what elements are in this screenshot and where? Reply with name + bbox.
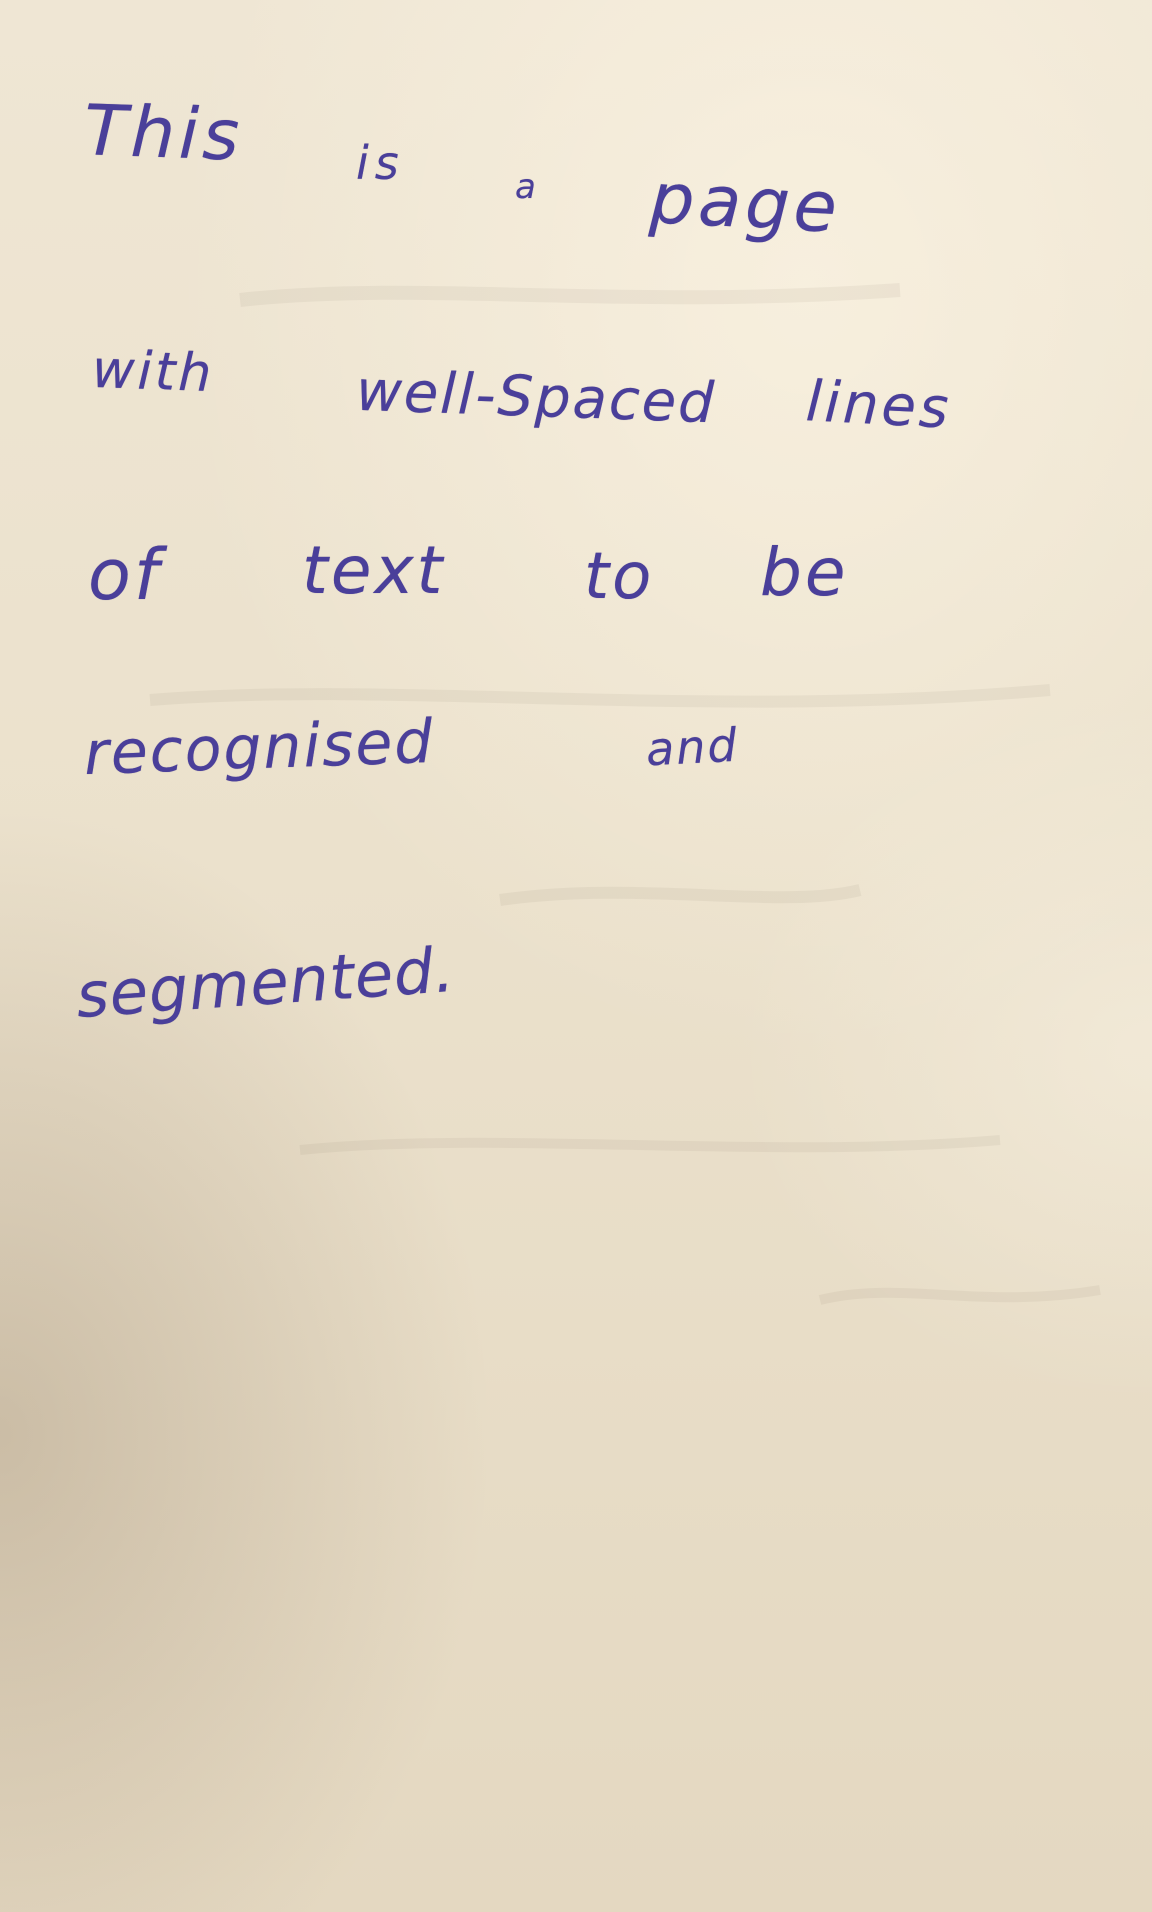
word-this: This: [82, 89, 245, 177]
word-lines: lines: [804, 369, 953, 442]
word-and: and: [644, 717, 740, 777]
word-to: to: [584, 540, 655, 614]
word-page: page: [647, 157, 843, 249]
word-text: text: [302, 532, 446, 609]
word-well-spaced: well-Spaced: [354, 358, 717, 437]
word-a: a: [515, 167, 538, 207]
word-of: of: [88, 534, 162, 616]
word-with: with: [90, 339, 216, 405]
word-is: is: [356, 136, 405, 190]
word-be: be: [760, 534, 849, 611]
word-recognised: recognised: [82, 706, 436, 790]
word-segmented: segmented.: [73, 932, 458, 1033]
